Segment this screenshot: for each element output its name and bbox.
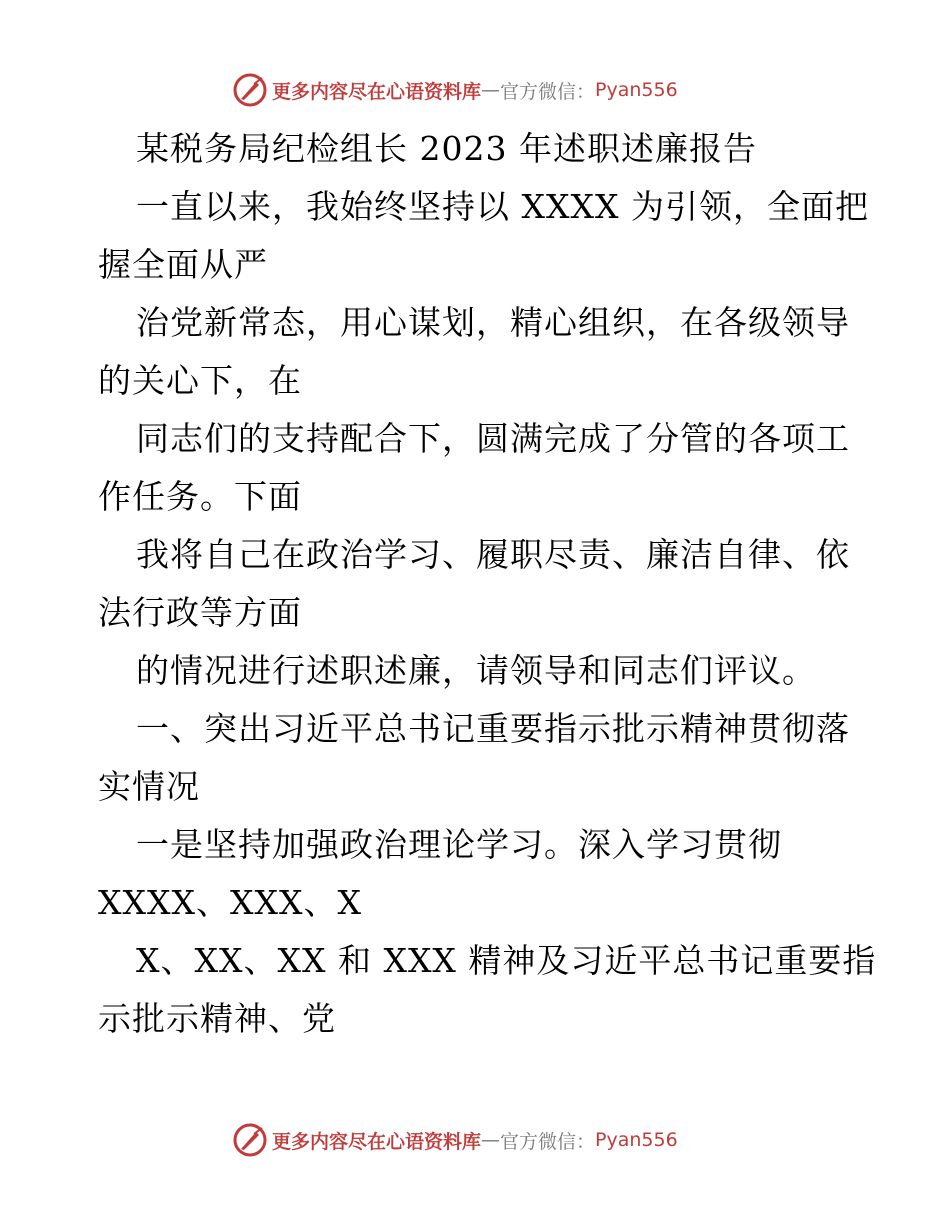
watermark-wechat-id: Pyan556 [595, 1129, 678, 1151]
watermark-separator: — [481, 1129, 501, 1151]
section-heading-cont: 实情况 [98, 767, 200, 806]
text-line: 的关心下，在 [98, 361, 302, 400]
text-line: 作任务。下面 [98, 477, 302, 516]
text-line: X、XX、XX 和 XXX 精神及习近平总书记重要指 [136, 941, 877, 980]
quill-circle-icon [232, 72, 268, 108]
text-line: 同志们的支持配合下，圆满完成了分管的各项工 [136, 419, 850, 458]
document-body [98, 120, 877, 1048]
section-heading: 一、突出习近平总书记重要指示批示精神贯彻落 [136, 709, 850, 748]
watermark-separator: — [481, 79, 501, 101]
text-line: 法行政等方面 [98, 593, 302, 632]
watermark-wechat-id: Pyan556 [595, 79, 678, 101]
text-line: 一是坚持加强政治理论学习。深入学习贯彻 [136, 825, 782, 864]
watermark-footer [232, 1120, 678, 1160]
text-line: 一直以来，我始终坚持以 XXXX 为引领，全面把 [136, 187, 869, 226]
text-line: 的情况进行述职述廉，请领导和同志们评议。 [136, 651, 816, 690]
text-line: XXXX、XXX、X [98, 883, 362, 922]
text-line: 我将自己在政治学习、履职尽责、廉洁自律、依 [136, 535, 850, 574]
text-line: 示批示精神、党 [98, 999, 336, 1038]
quill-circle-icon [232, 1122, 268, 1158]
text-line: 握全面从严 [98, 245, 268, 284]
watermark-brand: 更多内容尽在心语资料库 [272, 80, 482, 103]
watermark-wechat-label: 官方微信： [500, 1130, 596, 1153]
watermark-brand: 更多内容尽在心语资料库 [272, 1130, 482, 1153]
watermark-header [232, 70, 678, 110]
text-line: 治党新常态，用心谋划，精心组织，在各级领导 [136, 303, 850, 342]
watermark-wechat-label: 官方微信： [500, 80, 596, 103]
document-title: 某税务局纪检组长 2023 年述职述廉报告 [136, 129, 757, 168]
